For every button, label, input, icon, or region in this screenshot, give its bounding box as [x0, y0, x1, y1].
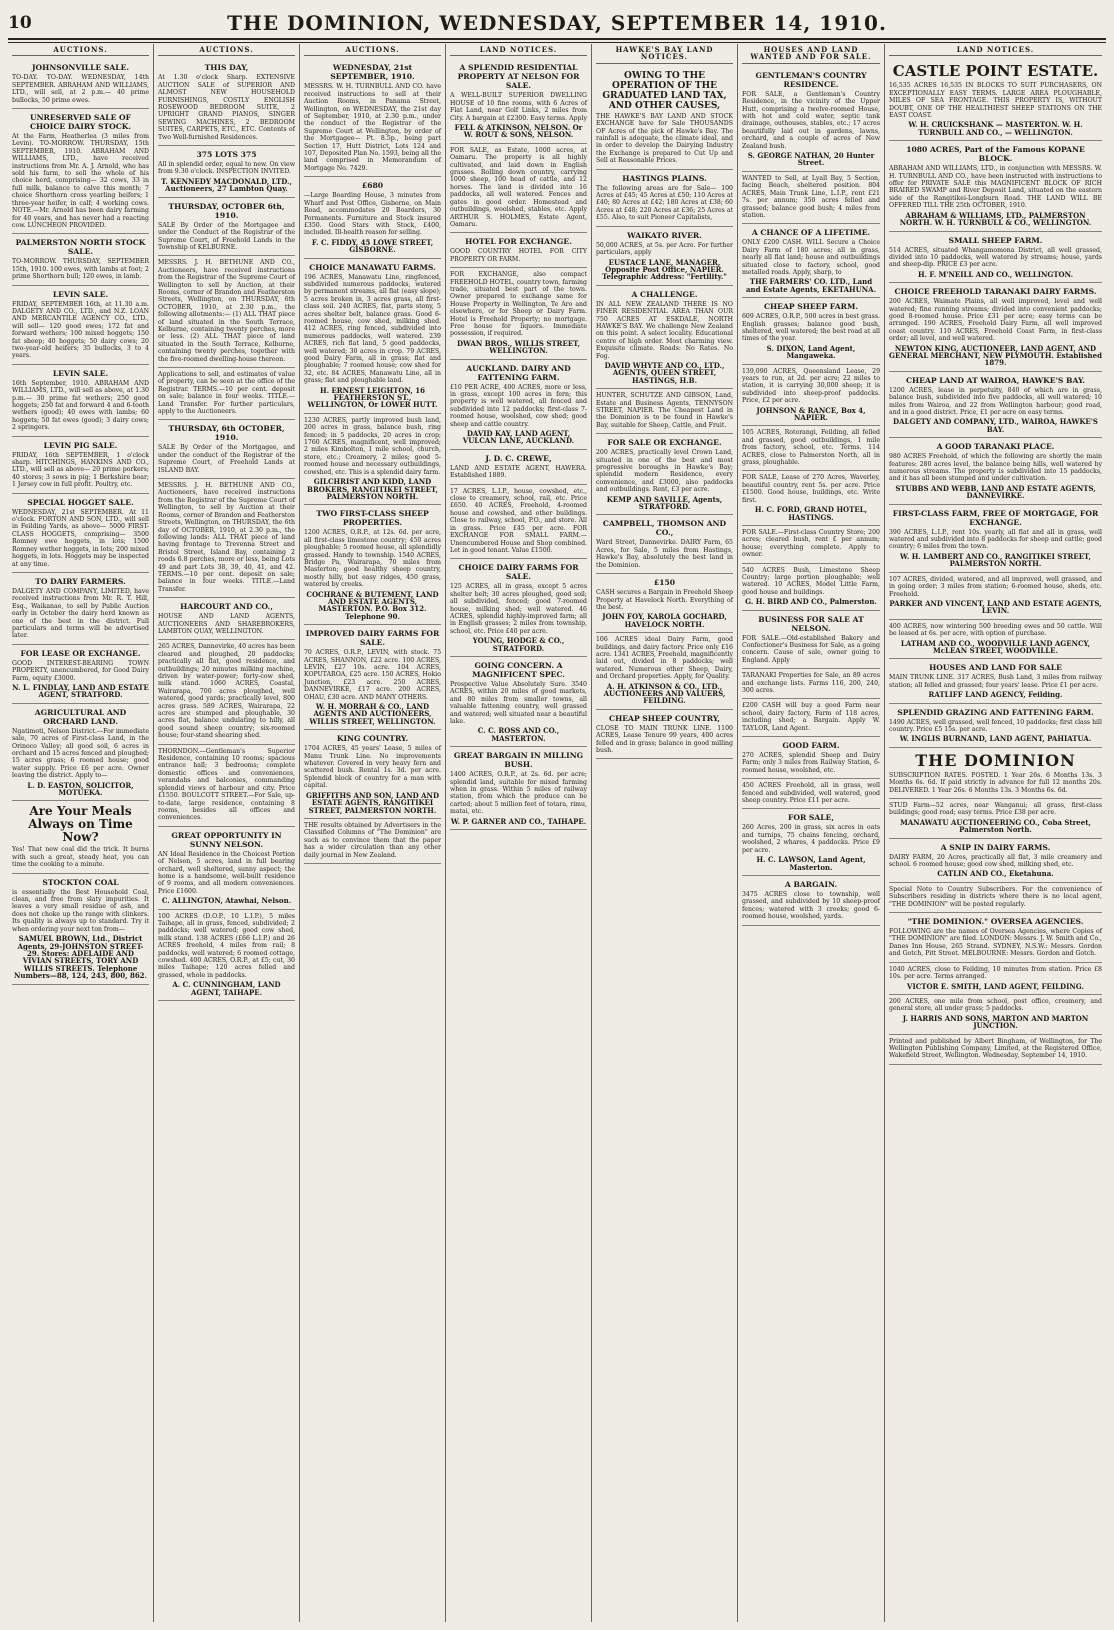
newspaper-title — [68, 11, 1046, 35]
advertisement — [889, 995, 1102, 1035]
ad-signature: FELL & ATKINSON, NELSON. Or W. ROUT & SONS, NELSON. — [454, 123, 583, 140]
ad-signature: GILCHRIST AND KIDD, LAND BROKERS, RANGITIKEI STREET, PALMERSTON NORTH. — [307, 477, 438, 501]
ad-signature: F. C. FIDDY, 45 LOWE STREET, GISBORNE. — [311, 237, 434, 255]
ad-title: WEDNESDAY, 21st SEPTEMBER, 1910. — [330, 63, 415, 82]
advertisement — [12, 494, 149, 573]
ad-signature: S. DIXON, Land Agent, Mangaweka. — [766, 343, 856, 361]
advertisement — [304, 414, 441, 505]
ad-body: 265 ACRES, Dannevirke, 40 acres has been cleared and ploughed, 20 paddocks; practically all flat, good residence, and outbuildings; 20 minutes milking machine, driven by water-power; forty-cow shed, milk stand. 1060 ACRES, Coastal, Wairarapa, 700 acres ploughed, well watered, good yards; practically level, 800 acres grass. 589 ACRES, Wairarapa, 22 acres are stumped and ploughable, 30 acres flat, balance undulating to hilly, all good sound sheep country; six-roomed house; four-stand shearing shed. — [158, 643, 296, 740]
advertisement — [12, 234, 149, 285]
ad-signature: N. L. FINDLAY, LAND AND ESTATE AGENT, STRATFORD. — [12, 682, 149, 700]
column-heading: AUCTIONS. — [158, 44, 295, 56]
issue-date: SEPTEMBER 14, 1910. — [610, 11, 887, 35]
ad-body: 3475 ACRES close to township, well grassed, and subdivided by 10 sheep-proof fences; watered with 3 creeks; good 6-roomed house, woolshed, yards. — [742, 890, 880, 921]
ad-body: 200 ACRES, practically level Crown Land, situated in one of the best and most progressive boroughs in Hawke's Bay; splendid modern Residence, every convenience, and £3000, also paddocks and outbuildings. Rent, £3 per acre. — [596, 449, 733, 494]
ad-body: WEDNESDAY, 21st SEPTEMBER. At 11 o'clock. FORTON AND SON, LTD., will sell in Feilding Yards, as above— 5000 FIRST-CLASS HOGGETS, comprising— 3500 Romney ewe hoggets, in lots; 1500 Romney wether hoggets, in lots; 200 mixed hoggets, in lots. Hoggets may be inspected at any time. — [12, 508, 149, 568]
ad-title: "THE DOMINION." OVERSEA AGENCIES. — [907, 917, 1084, 927]
advertisement — [12, 437, 149, 494]
column-heading: LAND NOTICES. — [889, 44, 1102, 56]
advertisement — [742, 737, 880, 779]
advertisement — [742, 224, 880, 298]
ad-body: WANTED to Sell, at Lyall Bay, 5 Section, facing Beach, sheltered position. 804 ACRES, Main Trunk Line, L.I.P., rent £21 7s. per annum; 350 acres felled and grassed; balance good bush; 4 miles from station. — [742, 174, 880, 219]
ad-title: GOING CONCERN. A MAGNIFICENT SPEC. — [472, 660, 565, 679]
ad-title: THIS DAY, — [204, 63, 249, 73]
ad-body: 609 ACRES, O.R.P., 500 acres in best grass. English grasses; balance good bush, sheltered, well watered; the best road at all times of the year. — [742, 313, 880, 343]
ad-body: HOUSE AND LAND AGENTS, AUCTIONEERS AND SHAREBROKERS, LAMBTON QUAY, WELLINGTON. — [158, 613, 295, 635]
title-text: THE DOMINION, WEDNESDAY, — [227, 11, 603, 35]
advertisement — [158, 745, 295, 827]
ad-body: MESSRS. W. H. TURNBULL AND CO. have received instructions to sell at their Auction Rooms, in Panama Street, Wellington, on WEDNESDAY, the 21st day of September, 1910, at 2.30 p.m., under the conduct of the Registrar of the Supreme Court at Wellington, by order of the Mortgagee— Pt. 8.5p., being part Section 17, Hutt District, Lots 124 and 107, Deposited Plan No. 1593, being all the land comprised in Memorandum of Mortgage No. 7429. — [304, 83, 441, 172]
advertisement — [742, 809, 880, 875]
ad-body: is essentially the Best Household Coal, clean, and free from slaty impurities. It leaves a very small residue of ash, and does not choke up the range with clinkers. Its quality is always up to standard. Try it when ordering your next ton from— — [12, 888, 149, 933]
advertisement — [889, 505, 1102, 573]
advertisement — [889, 748, 1102, 799]
advertisement — [742, 526, 880, 564]
advertisement — [12, 645, 149, 704]
ad-body: Printed and published by Albert Bingham, of Wellington, for The Wellington Publishing Company, Limited, at the Registered Office, Wakefield Street, Wellington. Wednesday, September 14, 1910. — [889, 1037, 1102, 1060]
ad-body: FOR SALE, as Estate, 1000 acres, at Oamaru. The property is all highly cultivated, and laid down in English grasses. Rolling down country, carrying 1000 sheep, 100 head of cattle, and 12 horses. The land is divided into 16 paddocks, all well watered. Fences and gates in good order. Homestead and outbuildings, woolshed, stables, etc. Apply ARTHUR S. HOLMES, Estate Agent, Oamaru. — [450, 146, 587, 228]
ad-body: FRIDAY, 16th SEPTEMBER, 1 o'clock sharp. HITCHINGS, HANKINS AND CO., LTD., will sell as above— 20 prime porkers; 40 stores; 3 sows in pig; 1 Berkshire boar; 1 Jersey cow in full profit. Poultry, etc. — [12, 451, 149, 489]
ad-title: LEVIN PIG SALE. — [43, 440, 118, 450]
ad-body: 105 ACRES, Rotorangi, Feilding, all felled and grassed, good outbuildings, 1 mile from factory, school, etc. Terms. 114 ACRES, close to Palmerston North, all in grass, ploughable. — [742, 429, 880, 467]
advertisement — [742, 699, 880, 737]
ad-body: CLOSE TO MAIN TRUNK LINE. 1100 ACRES, Lease Tenure 99 years, 400 acres felled and in grass; balance in good milling bush. — [596, 724, 733, 754]
advertisement — [889, 141, 1102, 231]
ad-title: GREAT OPPORTUNITY IN SUNNY NELSON. — [171, 830, 282, 849]
ad-signature: W. H. MORRAH & CO., LAND AGENTS AND AUCTIONEERS, WILLIS STREET, WELLINGTON. — [309, 702, 436, 726]
column-heading: LAND NOTICES. — [450, 44, 587, 56]
advertisement — [450, 559, 587, 657]
ad-body: 1400 ACRES, O.R.P., at 2s. 6d. per acre; splendid land, suitable for mixed farming when in grass. Within 5 miles of railway station, from which the produce can be carted; about 5 million feet of totara, rimu, matai, etc. — [450, 771, 587, 816]
ad-body: 16,535 ACRES 16,535 IN BLOCKS TO SUIT PURCHASERS, ON EXCEPTIONALLY EASY TERMS. LARGE AREA PLOUGHABLE, MILES OF SEA FRONTAGE. THIS PROPERTY IS, WITHOUT DOUBT, ONE OF THE HEALTHIEST SHEEP STATIONS ON THE EAST COAST. — [889, 82, 1102, 120]
column-6 — [738, 44, 885, 1622]
advertisement — [889, 839, 1102, 883]
ad-body: THE results obtained by Advertisers in the Classified Columns of "The Dominion" are such as to convince them that the paper has a wider circulation than any other daily journal in New Zealand. — [304, 821, 441, 859]
advertisement — [12, 59, 149, 109]
ad-body: DAIRY FARM, 20 Acres, practically all flat, 3 mile creamery and school. 6 roomed house; good cow shed, milking shed, etc. — [889, 853, 1102, 869]
ad-title: A CHANCE OF A LIFETIME. — [751, 228, 871, 238]
ad-title: CHOICE FREEHOLD TARANAKI DAIRY FARMS. — [894, 287, 1097, 297]
ad-signature: S. GEORGE NATHAN, 20 Hunter Street. — [747, 151, 875, 168]
advertisement — [12, 801, 149, 873]
ad-body: Special Note to Country Subscribers. For the convenience of Subscribers residing in districts where there is no local agent, "THE DOMINION" will be posted regularly. — [889, 885, 1102, 908]
ad-title: Are Your Meals Always on Time Now? — [28, 804, 133, 845]
ad-title: £150 — [653, 578, 676, 588]
ad-body: 1704 ACRES, 45 years' Lease, 5 miles of Manu Trunk Line. No improvements whatever. Covered in very heavy fern and scattered bush. Rental 1s. 3d. per acre. Splendid block of country for a man with capital. — [304, 745, 441, 790]
ad-title: SPLENDID GRAZING AND FATTENING FARM. — [897, 707, 1094, 717]
advertisement — [889, 620, 1102, 660]
ad-signature: H. C. FORD, GRAND HOTEL, HASTINGS. — [754, 505, 868, 522]
advertisement — [889, 913, 1102, 963]
ad-signature: YOUNG, HODGE & CO., STRATFORD. — [472, 636, 565, 653]
ad-title: AUCKLAND. DAIRY AND FATTENING FARM. — [466, 363, 571, 382]
advertisement — [450, 59, 587, 143]
ad-signature: W. H. LAMBERT AND CO., RANGITIKEI STREET, PALMERSTON NORTH. — [900, 551, 1091, 569]
ad-title: GOOD FARM. — [782, 741, 840, 751]
ad-body: 450 ACRES Freehold, all in grass, well fenced and subdivided, well watered, good sheep country. Price £11 per acre. — [742, 782, 880, 805]
ad-title: 375 LOTS 375 — [196, 150, 257, 160]
ad-signature: KEMP AND SAVILLE, Agents, STRATFORD. — [606, 494, 723, 512]
ad-body: GOOD COUNTRY HOTEL FOR CITY PROPERTY OR FARM. — [450, 248, 587, 263]
masthead-rule — [8, 42, 1106, 43]
ad-signature: C. ALLINGTON, Atawhai, Nelson. — [161, 896, 292, 906]
advertisement — [158, 59, 295, 146]
advertisement — [158, 420, 295, 479]
advertisement — [742, 669, 880, 699]
advertisement — [596, 574, 733, 633]
ad-body: GOOD INTEREST-BEARING TOWN PROPERTY, unencumbered, for Good Dairy Farm, equity £3000. — [12, 659, 149, 682]
advertisement — [450, 485, 587, 560]
ad-signature: MANAWATU AUCTIONEERING CO., Coba Street, Palmerston North. — [900, 817, 1091, 835]
advertisement — [742, 564, 880, 611]
advertisement — [158, 256, 295, 368]
ad-signature: T. KENNEDY MACDONALD, LTD., Auctioneers, 27 Lambton Quay. — [161, 176, 292, 194]
advertisement — [596, 389, 733, 434]
ad-signature: JOHN FOY, KAROLA GOCHARD, HAVELOCK NORTH. — [602, 612, 727, 629]
ad-signature: GRIFFITHS AND SON, LAND AND ESTATE AGENTS, RANGITIKEI STREET, PALMERSTON NORTH. — [305, 790, 440, 815]
advertisement — [304, 625, 441, 730]
ad-signature: J. HARRIS AND SONS, MARTON AND MARTON JUNCTION. — [902, 1013, 1089, 1031]
ad-title: HARCOURT AND CO., — [180, 602, 273, 612]
ad-body: The following areas are for Sale— 100 Acres at £45; 45 Acres at £50; 110 Acres at £40; 80 Acres at £42; 180 Acres at £38; 60 Acres at £48; 220 Acres at £36; 25 Acres at £55. Also, to suit Pioneer Capitalists, — [596, 184, 733, 222]
ad-title: GENTLEMAN'S COUNTRY RESIDENCE. — [755, 70, 867, 89]
ad-body: FOLLOWING are the names of Oversea Agencies, where Copies of "THE DOMINION" are filed. LONDON: Messrs. J. W. Smith and Co., Danes Inn House, 265 Strand. SYDNEY, N.S.W.: Messrs. Gordon and Gotch, Pitt Street. MELBOURNE: Messrs. Gordon and Gotch. — [889, 928, 1102, 958]
advertisement — [742, 67, 880, 172]
advertisement — [742, 876, 880, 926]
ad-title: J. D. C. CREWE, — [485, 453, 552, 463]
ad-body: 16th September, 1910. ABRAHAM AND WILLIAMS, LTD., will sell as above, at 1.30 p.m.— 30 prime fat wethers; 250 good hoggets; 250 fat and forward 4 and 6-tooth wethers (good); 40 ewes with lambs; 60 hoggets; 50 fat ewes (good); 3 dairy cows; 2 springers. — [12, 379, 149, 432]
ad-signature: SAMUEL BROWN, Ltd., District Agents, 29-JOHNSTON STREET-29. Stores: ADELAIDE AND VIVIAN STREETS, TORY AND WILLIS STREETS. Telephone Numbers—88, 124, 243, 800, 862. — [14, 934, 147, 981]
ad-body: At 1.30 o'clock Sharp. EXTENSIVE AUCTION SALE of SUPERIOR AND ALMOST NEW HOUSEHOLD FURNISHINGS, COSTLY ENGLISH ROSEWOOD BEDROOM SUITE, 2 UPRIGHT GRAND PIANOS, SINGER SEWING MACHINES, 2 BEDROOM SUITES, CARPETS, ETC., ETC. Contents of Two Well-furnished Residences. — [158, 74, 295, 141]
ad-title: HASTINGS PLAINS. — [622, 173, 707, 183]
ad-body: ONLY £200 CASH. WILL Secure a Choice Dairy Farm of 180 acres; all in grass, nearly all flat land; house and outbuildings situated close to factory, school, good metalled roads. Apply, sharp, to — [742, 239, 880, 276]
ad-body: 106 ACRES ideal Dairy Farm, good buildings, and dairy factory. Price only £16 acre. 1341 ACRES, Freehold, magnificently laid out, divided in 8 paddocks; well watered. Numerous other Sheep, Dairy, and Orchard properties. Apply, for Quality. — [596, 636, 733, 681]
ad-title: LEVIN SALE. — [52, 368, 109, 378]
ad-body: IN ALL NEW ZEALAND THERE IS NO FINER RESIDENTIAL AREA THAN OUR 750 ACRES AT ESKDALE, NORTH HAWKE'S BAY. We challenge New Zealand on this point. A select locality. Educational centre of high order. Most charming view. Exquisite climate. Roads: No Rates. No Fog. — [596, 300, 733, 360]
ad-body: 50,000 ACRES, at 5s. per Acre. For further particulars, apply — [596, 241, 733, 257]
ad-title: CHOICE MANAWATU FARMS. — [309, 262, 436, 272]
ad-body: 200 ACRES, Waimate Plains, all well improved, level and well watered; fine running streams; divided into convenient paddocks; good 8-roomed house. Price £31 per acre; easy terms can be arranged. 190 ACRES, Freehold Dairy Farm, all well improved coast country. 110 ACRES, Freehold Coast Farm, in first-class order; all level, and well watered. — [889, 298, 1102, 343]
ad-title: FOR SALE OR EXCHANGE. — [607, 438, 722, 448]
ad-signature: THE FARMERS' CO. LTD., Land and Estate Agents, EKETAHUNA. — [745, 277, 877, 294]
ad-signature: ABRAHAM & WILLIAMS, LTD., PALMERSTON NORTH. W. H. TURNBULL & CO., WELLINGTON. — [899, 210, 1092, 228]
advertisement — [158, 368, 295, 420]
advertisement — [889, 1035, 1102, 1065]
advertisement — [889, 283, 1102, 372]
advertisement — [742, 779, 880, 809]
ad-title: HOTEL FOR EXCHANGE. — [465, 237, 572, 247]
ad-title: HOUSES AND LAND FOR SALE — [929, 663, 1062, 673]
advertisement — [304, 819, 441, 864]
advertisement — [450, 233, 587, 268]
masthead — [8, 8, 1106, 40]
ad-title: GREAT BARGAIN IN MILLING BUSH. — [453, 751, 584, 770]
advertisement — [889, 963, 1102, 995]
column-heading: HOUSES AND LAND WANTED AND FOR SALE. — [742, 44, 880, 64]
ad-body: 70 ACRES, O.R.P., LEVIN, with stock. 75 ACRES, SHANNON, £22 acre. 100 ACRES, LEVIN, £27 10s. acre. 104 ACRES, KOPUTAROA, £25 acre. 150 ACRES, Hokio Junction, £23 acre. 250 ACRES, DANNEVIRKE, £17 acre. 200 ACRES, OHAU, £30 acre. AND MANY OTHERS. — [304, 649, 441, 701]
ad-signature: CATLIN AND CO., Eketahuna. — [937, 869, 1054, 879]
advertisement — [304, 730, 441, 819]
ad-title: 1080 ACRES, Part of the Famous KOPANE BLOCK. — [906, 145, 1085, 164]
ad-title: A SNIP IN DAIRY FARMS. — [940, 842, 1051, 852]
advertisement — [304, 59, 441, 177]
advertisement — [158, 146, 295, 198]
advertisement — [12, 704, 149, 802]
ad-signature: H. C. LAWSON, Land Agent, Masterton. — [756, 855, 866, 872]
advertisement — [450, 450, 587, 485]
ad-body: 514 ACRES, situated Whangamomona District, all well grassed, divided into 10 paddocks, well watered by streams; house, yards and sheep-dip. PRICE £3 per acre. — [889, 246, 1102, 269]
ad-signature: VICTOR E. SMITH, LAND AGENT, FEILDING. — [907, 981, 1084, 991]
ad-signature: G. H. BIRD AND CO., Palmerston. — [745, 597, 877, 607]
ad-signature: DWAN BROS., WILLIS STREET, WELLINGTON. — [456, 338, 581, 356]
column-2 — [154, 44, 300, 1622]
advertisement — [304, 177, 441, 258]
ad-title: BUSINESS FOR SALE AT NELSON. — [758, 614, 864, 633]
ad-body: 260 Acres, 200 in grass, six acres in oats and turnips, 75 chains fencing, orchard, woolshed, 2 whares, 4 paddocks. Price £9 per acre. — [742, 824, 880, 854]
advertisement — [596, 710, 733, 760]
ad-signature: COCHRANE & BUTEMENT, LAND AND ESTATE AGENTS, MASTERTON. P.O. Box 312. Telephone 90. — [306, 589, 439, 621]
advertisement — [450, 657, 587, 747]
ad-body: 125 ACRES, all in grass, except 5 acres shelter belt; 30 acres ploughed, good soil; all subdivided, fenced; good 7-roomed house, milking shed; well watered. 46 ACRES, splendid highly-improved farm; all in English grasses; 2 miles from township, school, etc. Price £40 per acre. — [450, 583, 587, 635]
ad-body: 270 ACRES, splendid Sheep and Dairy Farm; only 3 miles from Railway Station, 6-roomed house, woolshed, etc. — [742, 752, 880, 774]
ad-signature: H. ERNEST LEIGHTON, 16 FEATHERSTON ST., WELLINGTON, Or LOWER HUTT. — [307, 385, 438, 410]
ad-title: A GOOD TARANAKI PLACE. — [936, 442, 1055, 452]
ad-body: THE HAWKE'S BAY LAND AND STOCK EXCHANGE have for Sale THOUSANDS OF Acres of the pick of Hawke's Bay. The rainfall is adequate, the climate ideal, and in order to develop the Dairying Industry the Exchange is prepared to Cut Up and Sell at Reasonable Prices. — [596, 112, 733, 165]
advertisement — [742, 298, 880, 364]
ad-body: LAND AND ESTATE AGENT, HAWERA. Established 1889. — [450, 464, 587, 480]
ad-title: CASTLE POINT ESTATE. — [892, 62, 1099, 81]
ad-title: CHEAP LAND AT WAIROA, HAWKE'S BAY. — [905, 375, 1086, 385]
ad-title: £680 — [361, 181, 384, 191]
ad-signature: JOHNSON & RANCE, Box 4, NAPIER. — [756, 405, 866, 423]
ad-body: FOR SALE, a Gentleman's Country Residence, in the vicinity of the Upper Hutt, comprising a twelve-roomed House, with hot and cold water, septic tank drainage, outhouses, stables, etc.; 17 acres beautifully laid out in gardens, lawns, orchard, and a couple of acres of New Zealand bush. — [742, 90, 880, 150]
ad-body: SUBSCRIPTION RATES. POSTED. 1 Year 26s. 6 Months 13s. 3 Months 6s. 6d. If paid strictly in advance for full 12 months 20s. DELIVERED. 1 Year 26s. 6 Months 13s. 3 Months 6s. 6d. — [889, 771, 1102, 794]
ad-title: AGRICULTURAL AND ORCHARD LAND. — [34, 707, 127, 726]
ad-body: 400 ACRES, now wintering 500 breeding ewes and 50 cattle. Will be leased at 6s. per acre, with option of purchase. — [889, 622, 1102, 638]
ad-body: FOR SALE, Lease of 270 Acres, Waverley, beautiful country, rent 5s. per acre. Price £1500. Good house, buildings, etc. Write first. — [742, 474, 880, 504]
ad-body: MAIN TRUNK LINE. 317 ACRES, Bush Land, 3 miles from railway station; all felled and grassed; four years' lease. Price £1 per acre. — [889, 674, 1102, 689]
ad-title: FIRST-CLASS FARM, FREE OF MORTGAGE, FOR EXCHANGE. — [892, 508, 1099, 527]
ad-body: Ward Street, Dannevirke. DAIRY Farm, 65 Acres, for Sale, 5 miles from Hastings, Hawke's Bay, absolutely the best land in the Dominion. — [596, 539, 733, 569]
ad-body: 196 ACRES, Manawatu Line, ringfenced, subdivided numerous paddocks, watered by permanent streams, all flat (easy slope); 5 acres broken in, 3 acres grass, all first-class soil. 240 ACRES, flat, parts stony, 5 acres shelter belt, balance grass. Good 6-roomed house, cow shed, milking shed. 412 ACRES, ring fenced, subdivided into numerous paddocks, well watered. 239 ACRES, rich flat land, 5 good paddocks, well watered; 30 acres in crop. 79 ACRES, good Dairy Farm, all in grass; flat and ploughable; 7 roomed house; cow shed for 32, etc. 84 ACRES, Manawatu Line, all in grass; flat and ploughable land. — [304, 273, 441, 385]
ad-title: SPECIAL HOGGET SALE. — [27, 497, 134, 507]
ad-title: THURSDAY, OCTOBER 6th, 1910. — [168, 201, 285, 220]
ad-body: 540 ACRES Bush, Limestone Sheep Country; large portion ploughable; well watered. 10 ACRES, Model Little Farm, good house and buildings. — [742, 566, 880, 596]
ad-body: 107 ACRES, divided, watered, and all improved, well grassed, and in going order; 3 miles from station; 6-roomed house, sheds, etc. Freehold. — [889, 575, 1102, 598]
ad-title: THURSDAY, 6th OCTOBER, 1910. — [168, 424, 285, 443]
ad-body: Ngatimoti, Nelson District.—For immediate sale, 70 acres of First-class Land, in the Orinoco Valley; all good soil, 6 acres in orchard and 15 acres fenced and ploughed; 15 acres grass; 6 roomed house; good water supply. Price £6 per acre. Owner leaving the district. Apply to— — [12, 727, 149, 780]
ad-body: FOR EXCHANGE, also compact FREEHOLD HOTEL, country town, farming trade, situated best part of the town. Owner prepared to exchange same for House Property in Wellington, Te Aro and elsewhere, or for Sheep or Dairy Farm. Hotel is Freehold Property; no mortgage. Free house for liquors. Immediate possession, if required. — [450, 271, 587, 338]
ad-body: 17 ACRES, L.I.P., house, cowshed, etc., close to creamery, school, rail, etc. Price £650. 40 ACRES, Freehold, 4-roomed house and cowshed, and other buildings. Close to railway, school, P.O., and store. All in grass. Price £45 per acre. FOR EXCHANGE FOR SMALL FARM.—Unencumbered House and Shop combined. Let in good tenant. Value £1500. — [450, 487, 587, 554]
advertisement — [596, 633, 733, 710]
advertisement — [742, 611, 880, 670]
ad-title: IMPROVED DAIRY FARMS FOR SALE. — [305, 629, 440, 648]
advertisement — [158, 598, 295, 640]
column-7 — [885, 44, 1106, 1622]
ad-body: STUD Farm—52 acres, near Wanganui; all grass, first-class buildings; good road; easy terms. Price £38 per acre. — [889, 802, 1102, 817]
ad-body: MESSRS. J. H. BETHUNE AND CO., Auctioneers, have received instructions from the Registrar of the Supreme Court of Wellington, to sell by Auction at their Rooms, corner of Brandon and Featherston Streets, Wellington, on THURSDAY, the 6th day of OCTOBER, 1910, at 2.30 p.m., the following lands: ALL THAT piece of land having frontage to Trevenna Street and Bristol Street, Island Bay, containing 2 roods 6.8 perches, more or less, being Lots 49 and part Lots 38, 39, 40, 41, and 42. TERMS.—10 per cent. deposit on sale; balance in four weeks. TITLE.—Land Transfer. — [158, 482, 295, 593]
ad-body: 139,090 ACRES, Queensland Lease, 29 years to run, at 2d. per acre; 22 miles to station, it is carrying 30,000 sheep; it is subdivided into sheep-proof paddocks. Price, £2 per acre. — [742, 367, 880, 405]
ad-body: CASH secures a Bargain in Freehold Sheep Property at Havelock North. Everything of the best. — [596, 589, 733, 611]
advertisement — [158, 827, 295, 910]
ad-title: STOCKTON COAL — [42, 877, 119, 887]
advertisement — [12, 109, 149, 234]
ad-title: THE DOMINION — [915, 750, 1076, 770]
ad-title: PALMERSTON NORTH STOCK SALE. — [15, 238, 146, 257]
advertisement — [889, 438, 1102, 504]
advertisement — [596, 67, 733, 170]
advertisement — [596, 515, 733, 574]
advertisement — [742, 426, 880, 471]
ad-body: Yes! That new coal did the trick. It burns with such a great, steady heat, you can time the cooking to a minute. — [12, 846, 149, 869]
ad-title: OWING TO THE OPERATION OF THE GRADUATED LAND TAX, AND OTHER CAUSES, — [602, 70, 727, 111]
ad-signature: LATHAM AND CO., WOODVILLE LAND AGENCY, McLEAN STREET, WOODVILLE. — [900, 638, 1091, 655]
advertisement — [889, 883, 1102, 913]
ad-signature: DAVID WHYTE AND CO., LTD., AGENTS, QUEEN STREET, HASTINGS, H.B. — [604, 360, 725, 385]
ad-title: TWO FIRST-CLASS SHEEP PROPERTIES. — [316, 509, 429, 528]
advertisement — [12, 286, 149, 365]
ad-body: SALE By Order of the Mortgagee and under the Conduct of the Registrar of the Supreme Court, of Freehold Lands in the Township of KELBURNE. — [158, 221, 295, 251]
advertisement — [889, 59, 1102, 141]
ad-body: HUNTER, SCHUTZE AND GIBSON, Land, Estate and Business Agents, TENNYSON STREET, NAPIER. The Cheapest Land in the Dominion is to be found in Hawke's Bay, suitable for Sheep, Cattle, and Fruit. — [596, 392, 733, 429]
advertisement — [742, 365, 880, 427]
ad-title: SMALL SHEEP FARM. — [948, 235, 1043, 245]
advertisement — [304, 259, 441, 414]
ad-body: FRIDAY, SEPTEMBER 16th, at 11.30 a.m. DALGETY AND CO., LTD., and N.Z. LOAN AND MERCANTILE AGENCY CO., LTD., will sell— 120 good ewes; 172 fat and forward wethers; 100 mixed hoggets; 150 fat sheep; 40 hoggets; 50 dairy cows; 20 two-year-old heifers; 35 bullocks, 3 to 4 years. — [12, 300, 149, 360]
ad-title: CHEAP SHEEP FARM. — [763, 302, 859, 312]
ad-body: 1230 ACRES, partly improved bush land, 200 acres in grass, balance bush, ring fenced; in 5 paddocks, 20 acres in crop; 1760 ACRES, magnificent, well improved; 2 miles Kimbolton, 1 mile school, church, store, etc.; Creamery, 2 miles; good 5-roomed house and necessary outbuildings, cowshed, etc. This is a splendid dairy farm. — [304, 416, 441, 476]
ad-title: TO DAIRY FARMERS. — [35, 576, 126, 586]
ad-body: SALE By Order of the Mortgagee, and under the conduct of the Registrar of the Supreme Court, of Freehold Lands at ISLAND BAY. — [158, 444, 295, 474]
ad-body: 390 ACRES, L.I.P., rent 10s. yearly, all flat and all in grass, well watered and subdivided into 8 paddocks for sheep and cattle; good country; 6 miles from the town. — [889, 528, 1102, 551]
ad-body: AN Ideal Residence in the Choicest Portion of Nelson, 5 acres, land in full bearing orchard, well sheltered, sunny aspect; the home is a handsome, well-built residence of 9 rooms, and all modern conveniences. Price £1600. — [158, 850, 295, 895]
ad-body: FOR SALE.—First-class Country Store; 200 acres; cleared bush, rent £ per annum; house; everything complete. Apply to owner. — [742, 528, 880, 559]
column-heading: AUCTIONS. — [304, 44, 441, 56]
ad-body: £10 PER ACRE, 400 ACRES, more or less, in grass, except 100 acres in fern; this property is well watered, all fenced and subdivided into 12 paddocks; first-class 7-roomed house, woolshed, cow shed; good sheep and cattle country. — [450, 383, 587, 428]
ad-signature: H. F. M'NEILL AND CO., WELLINGTON. — [917, 269, 1074, 279]
ad-title: LEVIN SALE. — [52, 289, 109, 299]
advertisement — [304, 505, 441, 625]
ad-title: JOHNSONVILLE SALE. — [31, 63, 130, 73]
ad-body: 100 ACRES (D.O.P., 10 L.I.P.), 5 miles Taihape, all in grass, fenced, subdivided; 2 paddocks; well watered; good cow shed, milk stand. 138 ACRES (£66 L.I.P.) and 26 ACRES freehold, 4 miles from rail; 8 paddocks, well watered; 6 roomed cottage, cowshed. 400 ACRES, O.R.P., at £5; cut, 30 miles Taihape; 120 acres felled and grassed, whole in paddocks. — [158, 912, 295, 979]
ad-body: 1040 ACRES, close to Feilding, 10 minutes from station. Price £8 10s. per acre. Terms arranged. — [889, 965, 1102, 981]
ad-signature: PARKER AND VINCENT, LAND AND ESTATE AGENTS, LEVIN. — [889, 598, 1102, 616]
advertisement — [450, 144, 587, 233]
ad-signature: W. P. GARNER AND CO., TAIHAPE. — [450, 816, 587, 826]
advertisement — [889, 704, 1102, 748]
ad-body: 1200 ACRES, lease in perpetuity, 840 of which are in grass, balance bush, subdivided into five paddocks, all well watered; 10 miles from Wairoa, and 22 from Wellington harbour; good road, and in a good district. Price, £1 per acre on easy terms. — [889, 386, 1102, 416]
ad-body: 1200 ACRES, O.R.P., at 12s. 6d. per acre, all first-class limestone country; 450 acres ploughable; 5 roomed house, all splendidly grassed. Handy to township. 1540 ACRES, Bridge Pa, Wairarapa, 70 miles from Masterton; good healthy sheep country, mostly hilly, but easy ridges, 450 grass, watered by creeks. — [304, 529, 441, 589]
ad-signature: W. H. CRUICKSHANK — MASTERTON. W. H. TURNBULL AND CO., — WELLINGTON. — [908, 120, 1083, 137]
advertisement — [158, 479, 295, 598]
advertisement — [158, 640, 295, 744]
advertisement — [596, 170, 733, 227]
ad-body: All in splendid order, equal to new. On view from 9.30 o'clock. INSPECTION INVITED. — [158, 161, 295, 176]
advertisement — [889, 573, 1102, 620]
ad-body: 980 ACRES Freehold, of which the following are shortly the main features: 280 acres level, the balance being hills, well watered by numerous streams. The property is subdivided into 15 paddocks, and it has all been stumped and under cultivation. — [889, 453, 1102, 483]
ad-signature: A. H. ATKINSON & CO., LTD., AUCTIONEERS AND VALUERS, FEILDING. — [603, 681, 726, 706]
ad-body: 200 ACRES, one mile from school, post office, creamery, and general store, all under grass; 5 paddocks. — [889, 997, 1102, 1013]
ad-body: TO-DAY. TO-DAY. WEDNESDAY, 14th SEPTEMBER. ABRAHAM AND WILLIAMS, LTD., will sell, at 2 p.m.— 40 prime bullocks, 50 prime ewes. — [12, 74, 149, 104]
advertisement — [12, 365, 149, 437]
ad-signature: NEWTON KING, AUCTIONEER, LAND AGENT, AND GENERAL MERCHANT, NEW PLYMOUTH. Established 1879. — [889, 343, 1102, 368]
column-3 — [300, 44, 446, 1622]
ad-body: ABRAHAM AND WILLIAMS, LTD., in conjunction with MESSRS. W. H. TURNBULL AND CO., have been instructed with instructions to offer for PRIVATE SALE this MAGNIFICENT BLOCK OF RICH BRAIRED SWAMP and River Deposit Land, situated on the eastern side of the Rangitikei-Longburn Road. THE LAND WILL BE OFFERED TILL THE 25th OCTOBER, 1910. — [889, 165, 1102, 210]
column-heading: AUCTIONS. — [12, 44, 149, 56]
ad-title: UNRESERVED SALE OF CHOICE DAIRY STOCK. — [29, 113, 132, 132]
advertisement — [889, 372, 1102, 438]
advertisement — [889, 232, 1102, 284]
ad-signature: A. C. CUNNINGHAM, LAND AGENT, TAIHAPE. — [172, 980, 281, 997]
advertisement — [596, 434, 733, 515]
column-1 — [8, 44, 154, 1622]
ad-title: CHOICE DAIRY FARMS FOR SALE. — [458, 563, 579, 582]
ad-body: A WELL-BUILT SUPERIOR DWELLING HOUSE of 10 fine rooms, with 6 Acres of Flat Land, near Golf Links, 2 miles from City. A bargain at £2300. Easy terms. Apply — [450, 92, 587, 122]
column-4 — [446, 44, 592, 1622]
ad-body: 1490 ACRES, well grassed, well fenced, 10 paddocks; first class hill country. Price £5 15s. per acre. — [889, 718, 1102, 733]
ad-title: KING COUNTRY. — [336, 734, 409, 744]
advertisement — [450, 268, 587, 359]
ad-body: Prospective Value Absolutely Sure. 3540 ACRES, within 20 miles of good markets, and 80 miles from smaller towns, all valuable fattening country, well grassed and watered; well situated near a beautiful lake. — [450, 680, 587, 725]
ad-signature: STUBBS AND WEBB, LAND AND ESTATE AGENTS, DANNEVIRKE. — [895, 483, 1096, 501]
ad-body: TO-MORROW. THURSDAY, SEPTEMBER 15th, 1910. 100 ewes, with lambs at foot; 2 prime Shorthorn bull; 120 ewes, in lamb. — [12, 258, 149, 281]
ad-signature: DALGETY AND COMPANY, LTD., WAIROA, HAWKE'S BAY. — [893, 417, 1098, 434]
ad-body: £200 CASH will buy a good Farm near school, dairy factory, Farm of 118 acres, including shed; a Bargain. Apply W. TAYLOR, Land Agent. — [742, 702, 880, 732]
advertisement — [596, 286, 733, 389]
ad-title: A CHALLENGE. — [631, 289, 698, 299]
ad-title: FOR LEASE OR EXCHANGE. — [20, 648, 141, 658]
advertisement — [742, 471, 880, 525]
page-number: 10 — [8, 13, 32, 33]
advertisement — [12, 874, 149, 985]
advertisement — [450, 360, 587, 450]
advertisement — [158, 198, 295, 257]
ad-body: MESSRS. J. H. BETHUNE AND CO., Auctioneers, have received instructions from the Registrar of the Supreme Court of Wellington to sell by Auction, at their Rooms, corner of Brandon and Featherston Streets, Wellington, on THURSDAY, 6th OCTOBER, 1910, at 2.30 p.m., the following allotments:— (1) ALL THAT piece of land situated in the South Terrace, Kelburne, containing twenty perches, more or less. (2) ALL THAT piece of land situated in the South Terrace, Kelburne, containing twenty perches, together with the five-roomed dwelling-house thereon. — [158, 259, 295, 363]
ad-body: THORNDON.—Gentleman's Superior Residence, containing 10 rooms; spacious entrance hall; 3 bedrooms; complete domestic offices and conveniences, verandahs and balconies, commanding splendid views of harbour and city. Price £1550. BOULCOTT STREET.—For Sale, up-to-date, large residence, containing 8 rooms, besides all offices and conveniences. — [158, 747, 295, 822]
ad-title: A BARGAIN. — [784, 879, 838, 889]
ad-signature: DAVID KAY, LAND AGENT, VULCAN LANE, AUCKLAND. — [462, 429, 575, 446]
advertisement — [742, 172, 880, 224]
advertisement — [889, 659, 1102, 703]
ad-signature: W. INGLIS BURNAND, LAND AGENT, PAHIATUA. — [899, 734, 1092, 744]
ad-title: FOR SALE, — [787, 813, 835, 823]
ad-title: A SPLENDID RESIDENTIAL PROPERTY AT NELSON FOR SALE. — [457, 63, 580, 91]
column-5 — [592, 44, 738, 1622]
advertisement — [158, 910, 295, 1001]
advertisement — [12, 573, 149, 645]
ad-signature: L. D. EASTON, SOLICITOR, MOTUEKA. — [27, 780, 134, 798]
ad-body: —Large Boarding House, 3 minutes from Wharf and Post Office, Gisborne, on Main Road, accommodates 20 Boarders, 30 Permanents. Furniture and Stock insured £350. Good Stars with Stock, £400, included. Ill-health reason for selling. — [304, 192, 441, 237]
ad-body: Applications to sell, and estimates of value of property, can be seen at the office of the Registrar. TERMS.—10 per cent. deposit on sale; balance in four weeks. TITLE.—Land Transfer. For further particulars, apply to the Auctioneers. — [158, 371, 295, 416]
ad-title: CHEAP SHEEP COUNTRY, — [609, 713, 720, 723]
ad-body: DALGETY AND COMPANY, LIMITED, have received instructions from Mr. R. T. Hill, Esq., Waikanae, to sell by Public Auction early in October the dairy herd known as one of the best in the district. Full particulars and terms will be advertised later. — [12, 587, 149, 640]
ad-title: WAIKATO RIVER. — [627, 230, 702, 240]
ad-signature: RATLIFF LAND AGENCY, Feilding. — [928, 690, 1063, 700]
ad-signature: C. C. ROSS AND CO., MASTERTON. — [477, 726, 560, 743]
advertisement — [450, 747, 587, 830]
ad-body: FOR SALE.—Old-established Bakery and Confectioner's Business for Sale, as a going concern. Cause of sale, owner going to England. Apply — [742, 634, 880, 664]
ad-signature: EUSTACE LANE, MANAGER, Opposite Post Office, NAPIER. Telegraphic Address: "Fertility." — [602, 257, 727, 282]
advertisement — [596, 227, 733, 286]
column-heading: HAWKE'S BAY LAND NOTICES. — [596, 44, 733, 64]
advertisement — [889, 799, 1102, 839]
ad-body: At the Farm, Heatherlea (3 miles from Levin). TO-MORROW. THURSDAY, 15th SEPTEMBER, 1910. ABRAHAM AND WILLIAMS, LTD., have received instructions from Mr. A. J. Arnold, who has sold his farm, to sell the whole of his choice herd, comprising— 32 cows, 33 in full milk, balance to calve this month; 7 choice Shorthorn cross yearling heifers; 1 three-year heifer, in calf; 4 working cows. NOTE.—Mr. Arnold has been dairy farming for 40 years, and has never had a reacting cow. LUNCHEON PROVIDED. — [12, 133, 149, 229]
ad-body: TARANAKI Properties for Sale, an 89 acres and exchange lists. Farms 116, 200, 240, 300 acres. — [742, 672, 880, 694]
ad-title: CAMPBELL, THOMSON AND CO., — [602, 519, 727, 538]
